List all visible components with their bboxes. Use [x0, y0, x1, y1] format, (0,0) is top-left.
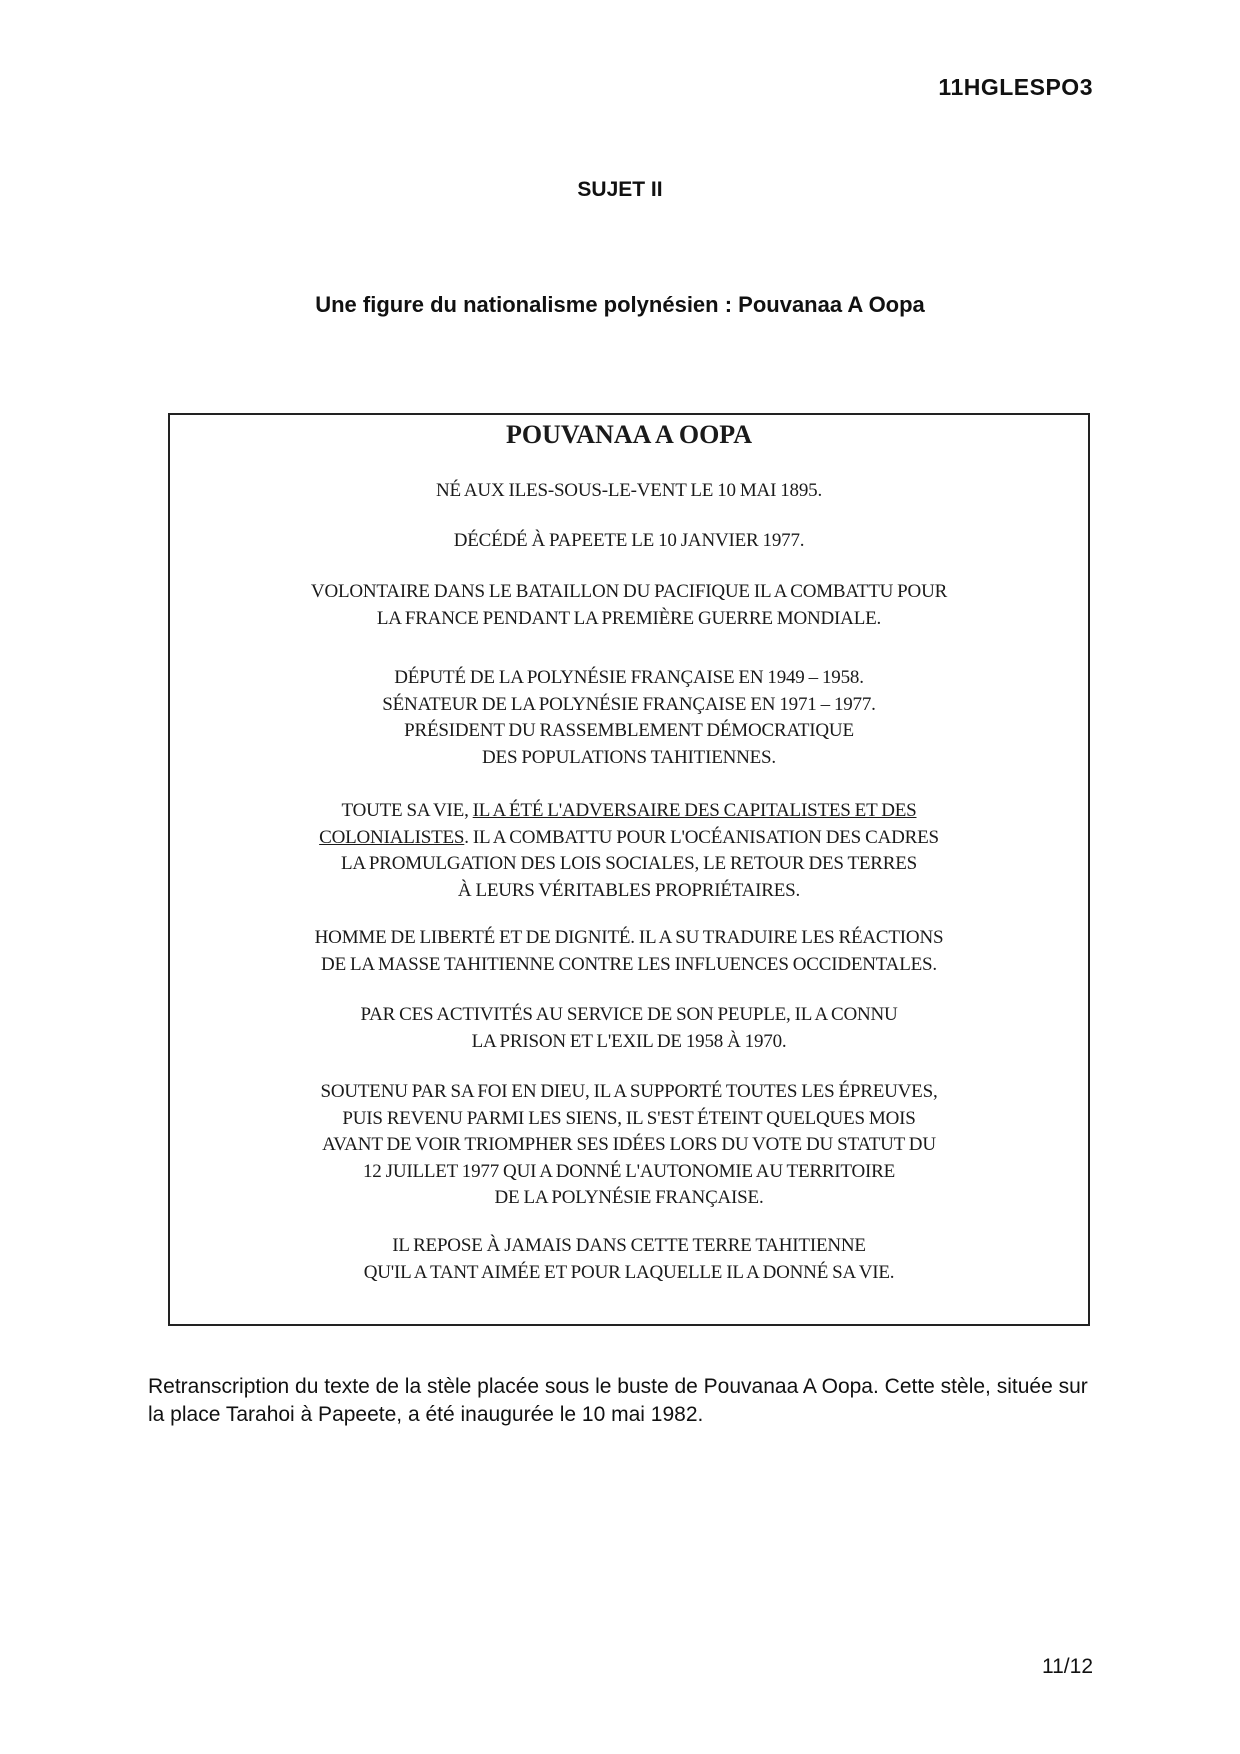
stele-line: DÉCÉDÉ À PAPEETE LE 10 JANVIER 1977. [453, 530, 805, 551]
stele-offices [170, 665, 1088, 771]
stele-line: AVANT DE VOIR TRIOMPHER SES IDÉES LORS DU VOTE DU STATUT DU [322, 1134, 936, 1155]
stele-line: QU'IL A TANT AIMÉE ET POUR LAQUELLE IL A DONNÉ SA VIE. [363, 1261, 895, 1283]
stele-liberty [170, 925, 1088, 978]
stele-underlined-text: COLONIALISTES [319, 826, 465, 848]
stele-line: DE LA POLYNÉSIE FRANÇAISE. [494, 1187, 764, 1208]
stele-underlined-text: IL A ÉTÉ L'ADVERSAIRE DES CAPITALISTES ET DES [472, 800, 917, 821]
stele-line: PUIS REVENU PARMI LES SIENS, IL S'EST ÉTEINT QUELQUES MOIS [342, 1107, 916, 1129]
subject-heading: SUJET II [577, 178, 663, 201]
stele-line: DE LA MASSE TAHITIENNE CONTRE LES INFLUENCES OCCIDENTALES. [321, 953, 937, 975]
stele-line: LA PRISON ET L'EXIL DE 1958 À 1970. [471, 1030, 787, 1052]
stele-line: IL REPOSE À JAMAIS DANS CETTE TERRE TAHITIENNE [392, 1235, 866, 1256]
stele-line: PRÉSIDENT DU RASSEMBLEMENT DÉMOCRATIQUE [404, 720, 854, 741]
stele-faith [170, 1079, 1088, 1212]
stele-line: DÉPUTÉ DE LA POLYNÉSIE FRANÇAISE EN 1949 – 1958. [394, 667, 864, 688]
stele-title: POUVANAA A OOPA [505, 420, 753, 449]
stele-inscription [168, 413, 1090, 1326]
stele-prison [170, 1002, 1088, 1055]
stele-death [170, 528, 1088, 555]
stele-line: DES POPULATIONS TAHITIENNES. [482, 746, 776, 768]
stele-line: LA PROMULGATION DES LOIS SOCIALES, LE RETOUR DES TERRES [341, 853, 917, 874]
stele-line: PAR CES ACTIVITÉS AU SERVICE DE SON PEUPLE, IL A CONNU [360, 1004, 898, 1025]
stele-line: À LEURS VÉRITABLES PROPRIÉTAIRES. [457, 879, 801, 901]
stele-line [170, 798, 1088, 825]
stele-line: 12 JUILLET 1977 QUI A DONNÉ L'AUTONOMIE AU TERRITOIRE [362, 1160, 896, 1182]
stele-line: VOLONTAIRE DANS LE BATAILLON DU PACIFIQUE IL A COMBATTU POUR [310, 581, 948, 602]
stele-caption: Retranscription du texte de la stèle placée sous le buste de Pouvanaa A Oopa. Cette stèle, située sur la place Tarahoi à Papeete, a été inaugurée le 10 mai 1982. [148, 1375, 1088, 1426]
stele-text: . IL A COMBATTU POUR L'OCÉANISATION DES CADRES [464, 826, 939, 848]
document-title: Une figure du nationalisme polynésien : Pouvanaa A Oopa [315, 292, 925, 317]
page-number: 11/12 [1042, 1655, 1093, 1678]
stele-line: HOMME DE LIBERTÉ ET DE DIGNITÉ. IL A SU TRADUIRE LES RÉACTIONS [314, 927, 944, 948]
stele-line: LA FRANCE PENDANT LA PREMIÈRE GUERRE MONDIALE. [376, 607, 882, 629]
stele-line [170, 825, 1088, 852]
stele-line: SÉNATEUR DE LA POLYNÉSIE FRANÇAISE EN 1971 – 1977. [382, 693, 876, 715]
stele-text: TOUTE SA VIE, [341, 800, 473, 821]
stele-volunteer [170, 579, 1088, 632]
stele-line: SOUTENU PAR SA FOI EN DIEU, IL A SUPPORTÉ TOUTES LES ÉPREUVES, [320, 1081, 938, 1102]
stele-life [170, 798, 1088, 904]
stele-line: NÉ AUX ILES-SOUS-LE-VENT LE 10 MAI 1895. [435, 480, 823, 501]
document-code: 11HGLESPO3 [938, 74, 1093, 100]
stele-rest [170, 1233, 1088, 1286]
stele-birth [170, 478, 1088, 505]
